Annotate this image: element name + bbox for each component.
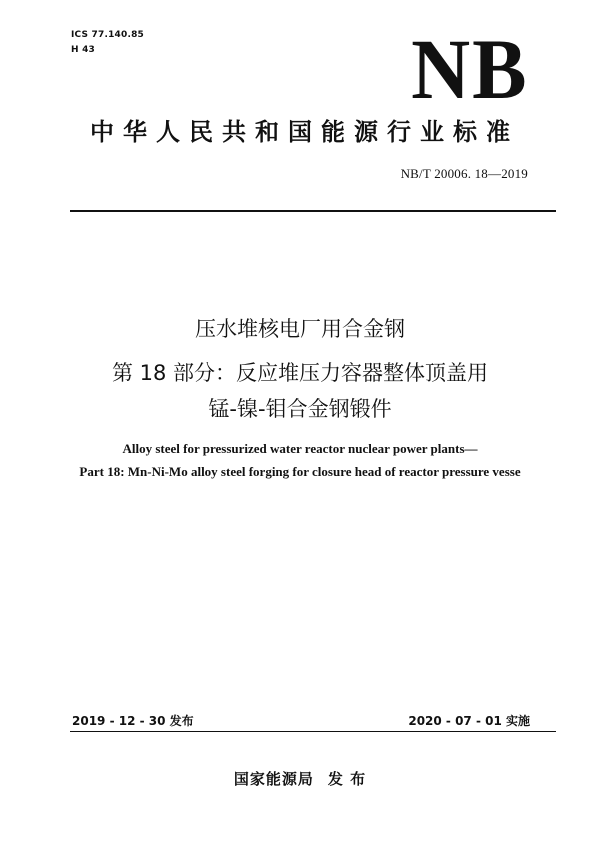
ccs-code: H 43 — [71, 45, 95, 55]
title-zh-line-2: 第 18 部分：反应堆压力容器整体顶盖用 — [111, 361, 489, 385]
title-en-line-1: Alloy steel for pressurized water reactor nuclear power plants— — [122, 441, 478, 456]
top-divider — [70, 210, 556, 212]
publisher-name: 国家能源局 — [233, 770, 314, 788]
title-zh-line-3: 锰-镍-钼合金钢锻件 — [208, 397, 392, 421]
implementation-date: 2020 - 07 - 01 实施 — [408, 714, 530, 728]
nb-logo: NB — [410, 21, 528, 117]
title-en-line-2: Part 18: Mn-Ni-Mo alloy steel forging for closure head of reactor pressure vesse — [79, 464, 521, 479]
title-zh-line-1: 压水堆核电厂用合金钢 — [195, 317, 405, 341]
bottom-divider — [70, 731, 556, 732]
ics-code: ICS 77.140.85 — [71, 30, 145, 40]
publisher-block — [0, 768, 600, 789]
issue-date: 2019 - 12 - 30 发布 — [72, 714, 194, 728]
publisher-action: 发 布 — [327, 770, 367, 788]
organization-title: 中华人民共和国能源行业标准 — [90, 118, 519, 146]
standard-number: NB/T 20006. 18—2019 — [400, 166, 528, 181]
